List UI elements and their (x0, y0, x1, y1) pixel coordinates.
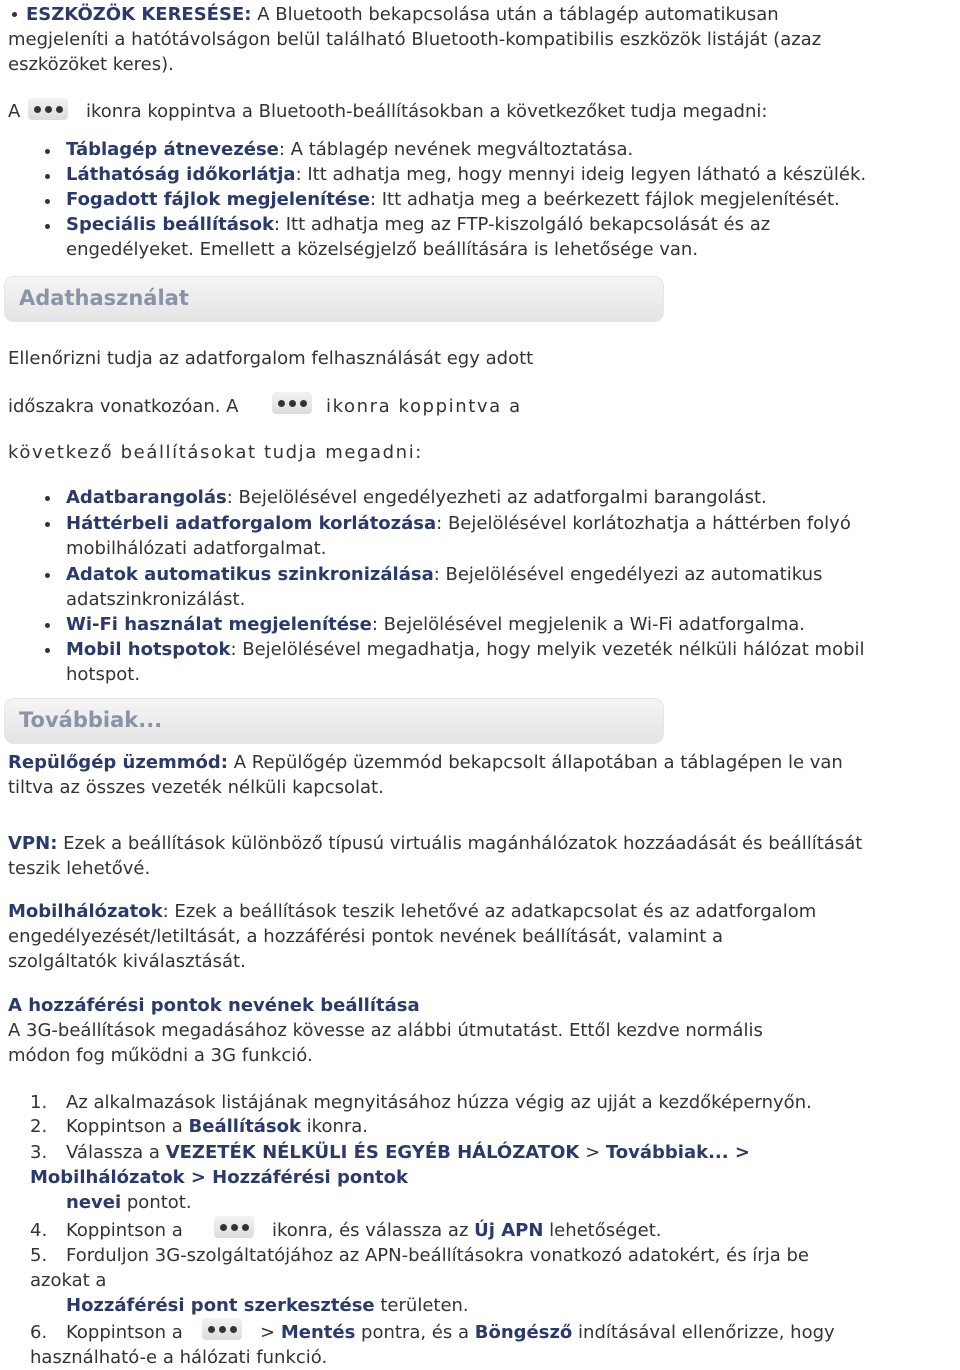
item-label: Fogadott fájlok megjelenítése (66, 189, 370, 210)
bt-item-rename (66, 137, 633, 162)
step-5-line-3 (66, 1293, 469, 1318)
step-bold: VEZETÉK NÉLKÜLI ÉS EGYÉB HÁLÓZATOK (165, 1142, 580, 1163)
data-usage-line-2b: ikonra koppintva a (326, 396, 522, 417)
du-item-sync-line-2: adatszinkronizálást. (66, 589, 246, 610)
bullet (45, 573, 50, 578)
bullet (45, 522, 50, 527)
step-4-number: 4. (30, 1220, 48, 1241)
step-text: lehetőséget. (549, 1220, 662, 1241)
mobile-line-3: szolgáltatók kiválasztását. (8, 951, 246, 972)
item-text: : Bejelölésével engedélyezi az automatikus (433, 564, 823, 585)
bt-icon-line-a: A (8, 101, 21, 122)
bullet (12, 12, 17, 17)
step-text: Koppintson a (66, 1116, 183, 1137)
step-text: Válassza a (66, 1142, 160, 1163)
step-5: Forduljon 3G-szolgáltatójához az APN-beállításokra vonatkozó adatokért, és írja be (66, 1245, 809, 1266)
item-label: Wi-Fi használat megjelenítése (66, 614, 372, 635)
step-text: területen. (380, 1295, 469, 1316)
step-bold: Beállítások (188, 1116, 301, 1137)
step-bold: Mobilhálózatok > Hozzáférési pontok (30, 1167, 408, 1188)
vpn-text: Ezek a beállítások különböző típusú virtuális magánhálózatok hozzáadását és beállítását (63, 833, 863, 854)
step-text: ikonra, és válassza az (272, 1220, 469, 1241)
item-text: : Itt adhatja meg, hogy mennyi ideig legyen látható a készülék. (295, 164, 867, 185)
mobile-line-1 (8, 899, 816, 924)
more-options-icon (28, 98, 68, 120)
bullet (45, 496, 50, 501)
airplane-line-2: tiltva az összes vezeték nélküli kapcsolat. (8, 777, 384, 798)
apn-heading-text: A hozzáférési pontok nevének beállítása (8, 995, 420, 1016)
step-5-number: 5. (30, 1245, 48, 1266)
du-item-sync (66, 562, 822, 587)
item-label: Láthatóság időkorlátja (66, 164, 296, 185)
apn-heading (8, 993, 420, 1018)
airplane-text: A Repülőgép üzemmód bekapcsolt állapotában a táblagépen le van (233, 752, 843, 773)
bullet (45, 149, 50, 154)
bt-item-advanced (66, 212, 770, 237)
item-text: : Bejelölésével korlátozhatja a háttérben folyó (436, 513, 851, 534)
section-header-data-usage (4, 276, 664, 322)
mobile-line-2: engedélyezését/letiltását, a hozzáférési pontok nevének beállítását, valamint a (8, 926, 724, 947)
du-item-hotspot (66, 637, 865, 662)
step-6-number: 6. (30, 1322, 48, 1343)
step-4-a: Koppintson a (66, 1220, 183, 1241)
airplane-label: Repülőgép üzemmód: (8, 752, 229, 773)
more-options-icon (272, 392, 312, 414)
step-bold: Böngésző (474, 1322, 573, 1343)
bt-item-visibility (66, 162, 866, 187)
step-3-line-2 (30, 1165, 408, 1190)
step-text: indításával ellenőrizze, hogy (578, 1322, 835, 1343)
du-item-wifi (66, 612, 805, 637)
vpn-line-2: teszik lehetővé. (8, 858, 151, 879)
bt-search-text: A Bluetooth bekapcsolása után a táblagép automatikusan (257, 4, 779, 25)
item-text: : Itt adhatja meg az FTP-kiszolgáló bekapcsolását és az (273, 214, 771, 235)
item-text: : Bejelölésével megjelenik a Wi-Fi adatforgalma. (371, 614, 806, 635)
step-text: > (260, 1322, 276, 1343)
bt-search-line-2: megjeleníti a hatótávolságon belül található Bluetooth-kompatibilis eszközök listáját (azaz (8, 29, 822, 50)
item-label: Mobil hotspotok (66, 639, 231, 660)
item-text: : Itt adhatja meg a beérkezett fájlok megjelenítését. (369, 189, 840, 210)
bullet (45, 174, 50, 179)
item-label: Adatbarangolás (66, 487, 227, 508)
step-6-a: Koppintson a (66, 1322, 183, 1343)
item-label: Adatok automatikus szinkronizálása (66, 564, 434, 585)
bullet (45, 648, 50, 653)
bt-item-advanced-line-2: engedélyeket. Emellett a közelségjelző beállítására is lehetősége van. (66, 239, 699, 260)
apn-intro-line-1: A 3G-beállítások megadásához kövesse az alábbi útmutatást. Ettől kezdve normális (8, 1020, 763, 1041)
step-bold: Mentés (280, 1322, 356, 1343)
section-title: Továbbiak... (19, 708, 163, 732)
data-usage-line-2a: időszakra vonatkozóan. A (8, 396, 239, 417)
du-item-hotspot-line-2: hotspot. (66, 664, 141, 685)
step-bold: Új APN (474, 1220, 544, 1241)
airplane-line-1 (8, 750, 843, 775)
item-label: Speciális beállítások (66, 214, 274, 235)
step-text: ikonra. (306, 1116, 369, 1137)
bullet (45, 224, 50, 229)
bt-icon-line-text: ikonra koppintva a Bluetooth-beállításokban a következőket tudja megadni: (86, 101, 768, 122)
step-6-line-2: használható-e a hálózati funkció. (30, 1347, 328, 1368)
bt-item-received-files (66, 187, 840, 212)
mobile-label: Mobilhálózatok (8, 901, 163, 922)
item-text: : A táblagép nevének megváltoztatása. (278, 139, 634, 160)
step-bold: Továbbiak... > (605, 1142, 750, 1163)
item-label: Háttérbeli adatforgalom korlátozása (66, 513, 437, 534)
step-4-b (272, 1218, 661, 1243)
vpn-line-1 (8, 831, 862, 856)
more-options-icon (214, 1216, 254, 1238)
bt-search-line-3: eszközöket keres). (8, 54, 174, 75)
mobile-text: : Ezek a beállítások teszik lehetővé az adatkapcsolat és az adatforgalom (162, 901, 817, 922)
data-usage-line-3: következő beállításokat tudja megadni: (8, 442, 423, 463)
step-text: > (585, 1142, 601, 1163)
section-title: Adathasználat (19, 286, 189, 310)
bullet (45, 623, 50, 628)
step-bold: Hozzáférési pont szerkesztése (66, 1295, 375, 1316)
step-3-line-3 (66, 1190, 192, 1215)
step-3 (66, 1140, 750, 1165)
step-2-number: 2. (30, 1116, 48, 1137)
step-2 (66, 1114, 368, 1139)
step-5-line-2: azokat a (30, 1270, 107, 1291)
step-text: pontot. (126, 1192, 192, 1213)
item-label: Táblagép átnevezése (66, 139, 279, 160)
du-item-background (66, 511, 851, 536)
bt-search-label: ESZKÖZÖK KERESÉSE: (26, 4, 252, 25)
vpn-label: VPN: (8, 833, 58, 854)
bullet (45, 199, 50, 204)
du-item-roaming (66, 485, 767, 510)
item-text: : Bejelölésével engedélyezheti az adatforgalmi barangolást. (226, 487, 767, 508)
step-3-number: 3. (30, 1142, 48, 1163)
step-bold: nevei (66, 1192, 122, 1213)
more-options-icon (202, 1318, 242, 1340)
step-6-b (260, 1320, 835, 1345)
data-usage-line-1: Ellenőrizni tudja az adatforgalom felhasználását egy adott (8, 348, 534, 369)
section-header-more (4, 698, 664, 744)
bt-search-line-1 (26, 2, 779, 27)
du-item-background-line-2: mobilhálózati adatforgalmat. (66, 538, 327, 559)
item-text: : Bejelölésével megadhatja, hogy melyik vezeték nélküli hálózat mobil (230, 639, 865, 660)
step-1-number: 1. (30, 1092, 48, 1113)
apn-intro-line-2: módon fog működni a 3G funkció. (8, 1045, 313, 1066)
step-1: Az alkalmazások listájának megnyitásához húzza végig az ujját a kezdőképernyőn. (66, 1092, 812, 1113)
step-text: pontra, és a (361, 1322, 470, 1343)
